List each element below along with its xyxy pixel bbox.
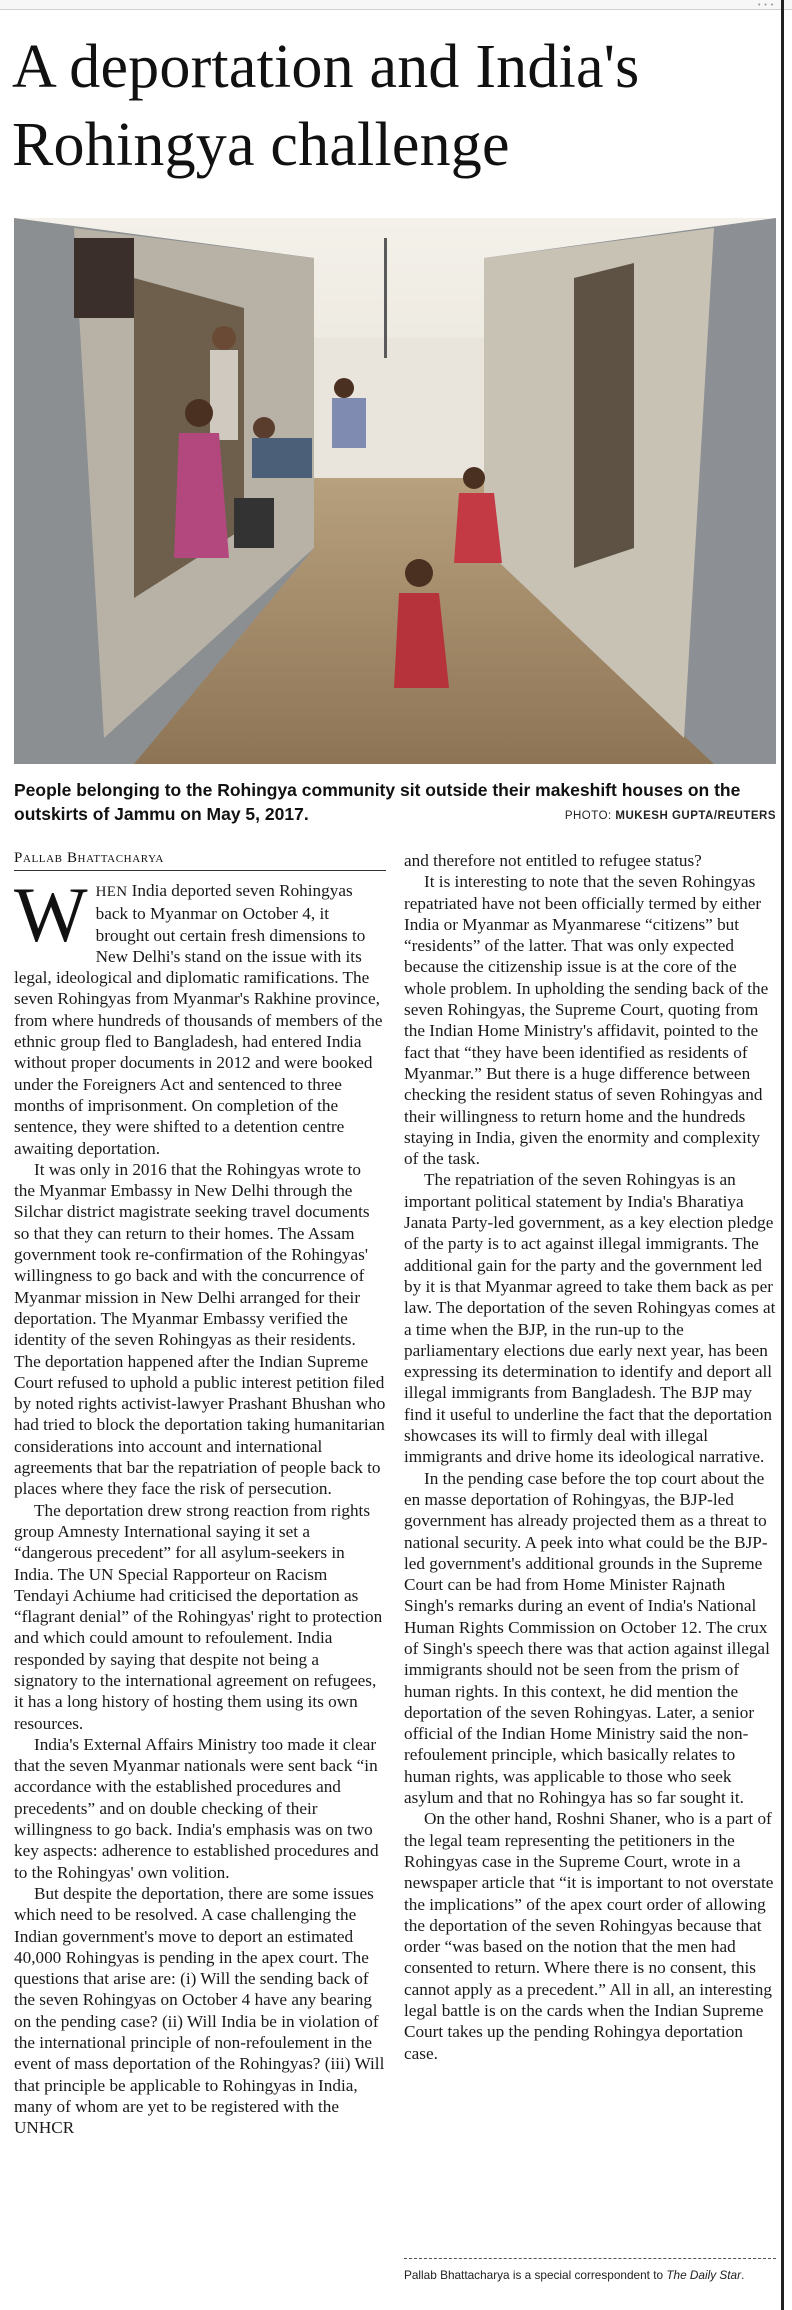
- article-column-1: [14, 871, 386, 2139]
- paragraph-text: India deported seven Rohingyas back to Myanmar on October 4, it brought out certain fresh dimensions to New Delhi's stand on the issue with its legal, ideological and diplomatic ramifications. The seven Rohingyas from Myanmar's Rakhine province, from where hundreds of thousands of members of the ethnic group fled to Bangladesh, had entered India without proper documents in 2012 and were booked under the Foreigners Act and sentenced to three months of imprisonment. On completion of the sentence, they were shifted to a detention centre awaiting deportation.: [14, 881, 383, 1158]
- publication-name: The Daily Star: [666, 2268, 742, 2282]
- column-rule: [781, 0, 784, 2310]
- author-note: [404, 2258, 776, 2283]
- author-note-text: Pallab Bhattacharya is a special correspondent to: [404, 2268, 667, 2282]
- author-note-end: .: [741, 2268, 745, 2282]
- top-strip: [0, 0, 792, 10]
- dots-icon: • • •: [757, 1, 774, 9]
- paragraph: But despite the deportation, there are some issues which need to be resolved. A case challenging the Indian government's move to deport an estimated 40,000 Rohingyas is pending in the apex court. The questions that arise are: (i) Will the sending back of the seven Rohingyas on October 4 have any bearing on the pending case? (ii) Will India be in violation of the international principle of non-refoulement in the event of mass deportation of the Rohingyas? (iii) Will that principle be applicable to Rohingyas in India, many of whom are yet to be registered with the UNHCR: [14, 1883, 385, 2138]
- paragraph: The repatriation of the seven Rohingyas is an important political statement by India's Bharatiya Janata Party-led government, as a key election pledge of the party is to act against illegal immigrants. The additional gain for the party and the government led by it is that Myanmar agreed to take them back as per law. The deportation of the seven Rohingyas comes at a time when the BJP, in the run-up to the parliamentary elections due early next year, has been expressing its determination to identify and deport all illegal immigrants from Bangladesh. The BJP may find it useful to underline the fact that the deportation showcases its will to firmly deal with illegal immigrants and drive home its ideological narrative.: [404, 1170, 776, 1467]
- lead-word: HEN: [95, 884, 128, 900]
- paragraph-continuation: and therefore not entitled to refugee status?: [404, 851, 702, 870]
- byline: Pallab Bhattacharya: [14, 850, 386, 871]
- paragraph: On the other hand, Roshni Shaner, who is a part of the legal team representing the petitioners in the Rohingyas case in the Supreme Court, wrote in a newspaper article that “it is important to not overstate the implications” of the apex court order of allowing the deportation of the seven Rohingyas because that order “was based on the notion that the men had consented to return. Where there is no consent, this cannot apply as a precedent.” All in all, an interesting legal battle is on the cards when the Indian Supreme Court takes up the pending Rohingya deportation case.: [404, 1809, 774, 2063]
- page-title: A deportation and India's Rohingya challenge: [12, 33, 640, 179]
- photo-caption: People belonging to the Rohingya community sit outside their makeshift houses on the outskirts of Jammu on May 5, 2017.: [14, 780, 741, 824]
- drop-cap: W: [14, 871, 88, 958]
- credit-prefix: PHOTO:: [564, 810, 612, 822]
- photo-credit: [565, 810, 776, 822]
- photo-illustration: [14, 218, 776, 764]
- paragraph: It is interesting to note that the seven Rohingyas repatriated have not been officially termed by either India or Myanmar as Myanmarese “citizens” but “residents” of the latter. That was only expected because the citizenship issue is at the core of the whole problem. In upholding the sending back of the seven Rohingyas, the Supreme Court, quoting from the Indian Home Ministry's affidavit, pointed to the fact that “they have been identified as residents of Myanmar.” But there is a huge difference between checking the resident status of seven Rohingyas and their willingness to return home and the hundreds staying in India, given the enormity and complexity of the task.: [404, 872, 769, 1169]
- paragraph: It was only in 2016 that the Rohingyas wrote to the Myanmar Embassy in New Delhi through the Silchar district magistrate seeking travel documents so that they can return to their homes. The Assam government took re-confirmation of the Rohingyas' willingness to go back and with the concurrence of Myanmar mission in New Delhi arranged for their deportation. The Myanmar Embassy verified the identity of the seven Rohingyas as their residents. The deportation happened after the Indian Supreme Court refused to uphold a public interest petition filed by noted rights activist-lawyer Prashant Bhushan who had tried to block the deportation taking humanitarian considerations into account and international agreements that bar the repatriation of people back to places where they face the risk of persecution.: [14, 1159, 386, 1499]
- paragraph: In the pending case before the top court about the en masse deportation of Rohingyas, the BJP-led government has already projected them as a threat to national security. A peek into what could be the BJP-led government's additional grounds in the Supreme Court can be had from Home Minister Rajnath Singh's remarks during an event of India's National Human Rights Commission on October 12. The crux of Singh's speech there was that action against illegal immigrants should not be seen from the prism of human rights. In this context, he did mention the deportation of the seven Rohingyas. Later, a senior official of the Indian Home Ministry said the non-refoulement principle, which basically relates to human rights, was applicable to those who seek asylum and that no Rohingya has so far sought it.: [404, 1468, 770, 1808]
- paragraph: India's External Affairs Ministry too made it clear that the seven Myanmar nationals were sent back “in accordance with the established procedures and precedents” and on double checking of their willingness to go back. India's emphasis was on two key aspects: adherence to established procedures and to the Rohingyas' own volition.: [14, 1734, 379, 1882]
- article-photo: [14, 218, 776, 764]
- article-column-2: [404, 850, 776, 2064]
- paragraph: [14, 871, 386, 1159]
- credit-source: MUKESH GUPTA/REUTERS: [615, 810, 776, 822]
- paragraph: The deportation drew strong reaction from rights group Amnesty International saying it set a “dangerous precedent” for all asylum-seekers in India. The UN Special Rapporteur on Racism Tendayi Achiume had criticised the deportation as “flagrant denial” of the Rohingyas' right to protection and which could amount to refoulement. India responded by saying that despite not being a signatory to the international agreement on refugees, it has a long history of hosting them using its own resources.: [14, 1500, 383, 1733]
